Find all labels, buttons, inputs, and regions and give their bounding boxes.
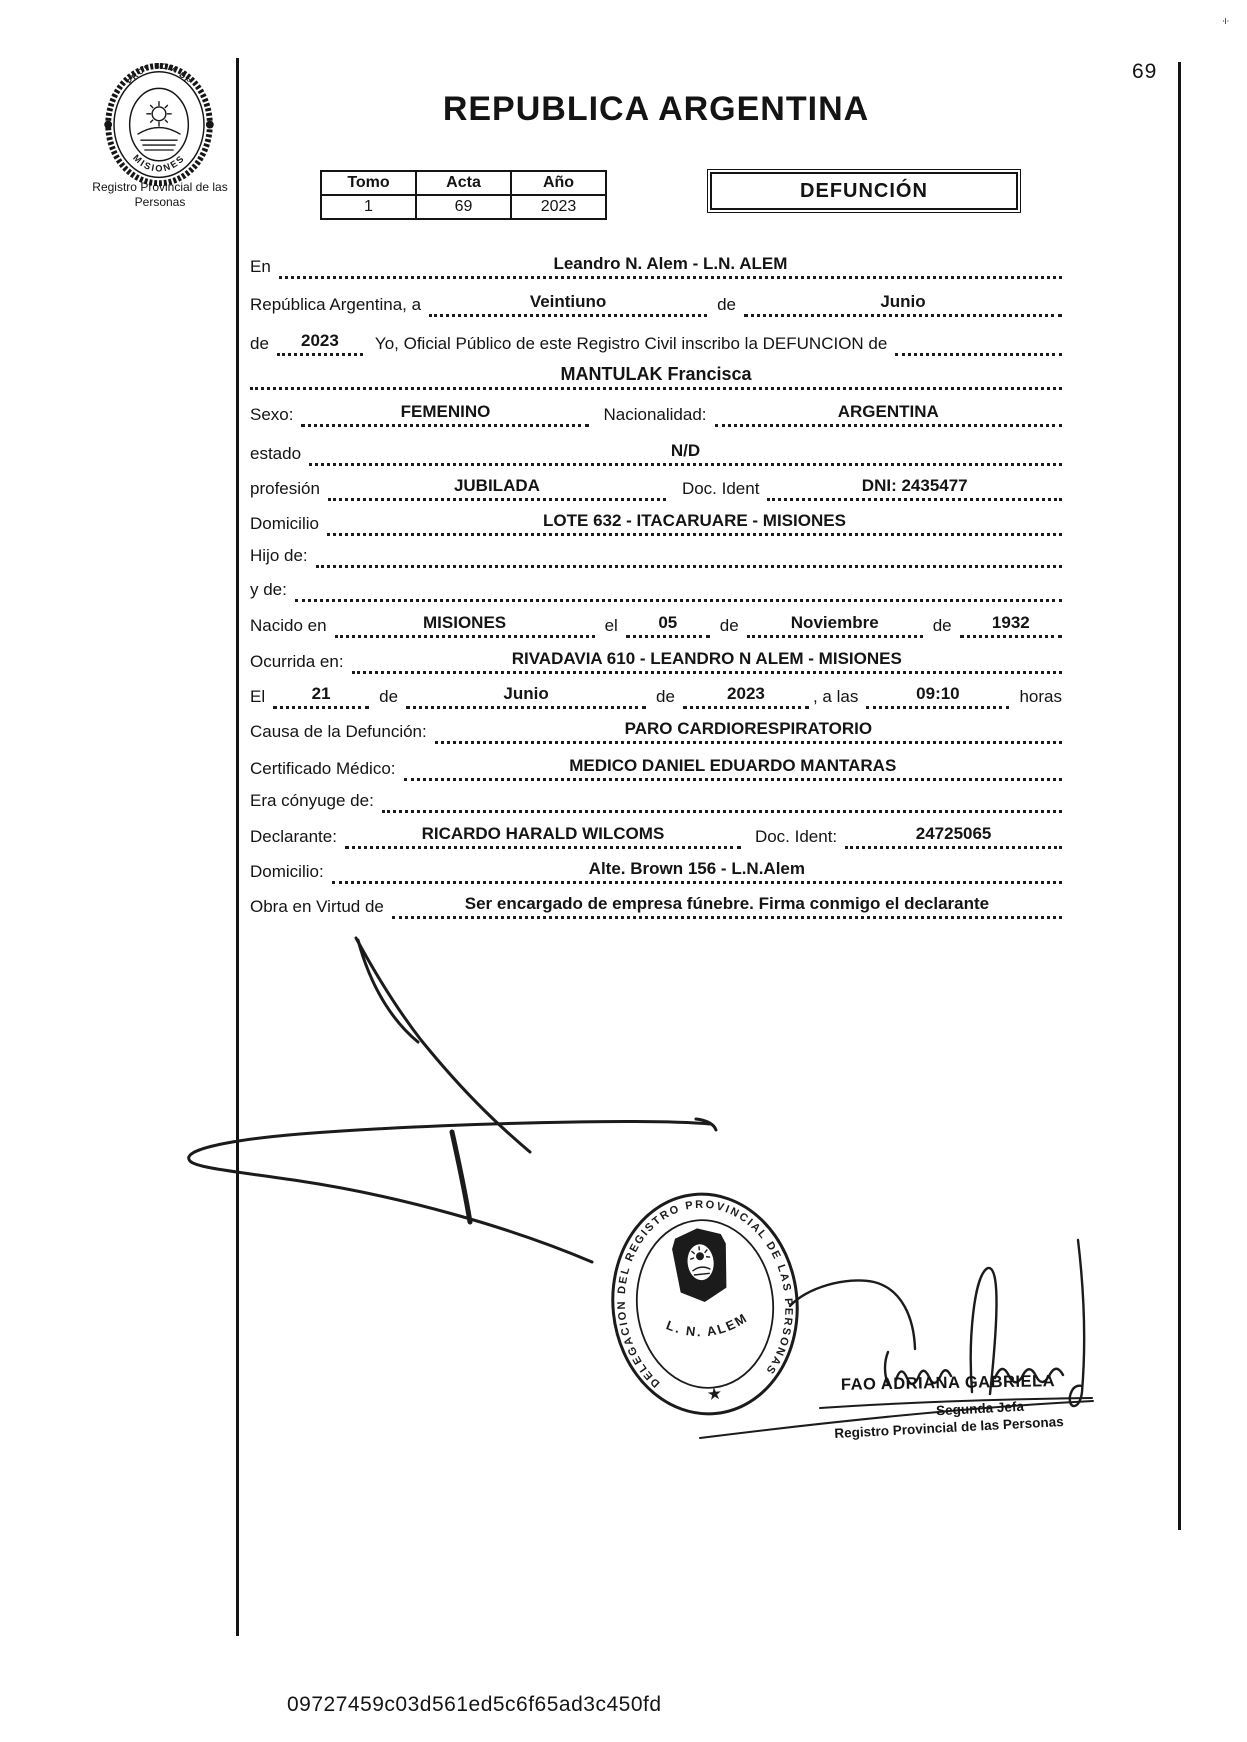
sexo-label: Sexo: — [250, 405, 294, 424]
form-row-hijo — [250, 545, 1062, 568]
birth-year-value: 1932 — [960, 612, 1062, 638]
death-time-value: 09:10 — [866, 683, 1009, 709]
year-value: 2023 — [277, 330, 363, 356]
oficial-text: Yo, Oficial Público de este Registro Civil inscribo la DEFUNCION de — [374, 334, 888, 353]
misiones-seal-icon — [100, 62, 218, 194]
form-row-obra — [250, 893, 1062, 919]
seal-caption: Registro Provincial de las Personas — [92, 180, 228, 209]
declarante-label: Declarante: — [250, 827, 337, 846]
horas-label: horas — [1019, 687, 1062, 706]
declarant-signature — [189, 938, 716, 1262]
causa-value: PARO CARDIORESPIRATORIO — [435, 718, 1062, 744]
sun-rays — [689, 1245, 712, 1275]
obra-label: Obra en Virtud de — [250, 897, 384, 916]
domicilio-label: Domicilio — [250, 514, 319, 533]
hijo-label: Hijo de: — [250, 546, 308, 565]
alas-label: , a las — [812, 687, 859, 706]
el-label: el — [604, 616, 618, 635]
en-label: En — [250, 257, 271, 276]
form-row-yde — [250, 579, 1062, 602]
day-word-value: Veintiuno — [429, 291, 707, 317]
record-table-header-tomo: Tomo — [321, 171, 416, 195]
causa-label: Causa de la Defunción: — [250, 722, 427, 741]
certificado-value: MEDICO DANIEL EDUARDO MANTARAS — [404, 755, 1062, 781]
document-title: REPUBLICA ARGENTINA — [442, 90, 870, 128]
registrar-name: FAO ADRIANA GABRIELA — [840, 1372, 1056, 1394]
form-row-birth — [250, 612, 1062, 638]
registrar-org: Registro Provincial de las Personas — [833, 1414, 1065, 1441]
deceased-name-value: MANTULAK Francisca — [250, 363, 1062, 390]
declarante-value: RICARDO HARALD WILCOMS — [345, 823, 741, 849]
form-row-date-words — [250, 291, 1062, 317]
death-year-value: 2023 — [683, 683, 809, 709]
ocurrida-label: Ocurrida en: — [250, 652, 344, 671]
seal-sun-art — [137, 101, 180, 150]
death-de-label-1: de — [379, 687, 399, 706]
official-oval-stamp — [602, 1185, 808, 1423]
place-value: Leandro N. Alem - L.N. ALEM — [279, 253, 1062, 279]
form-row-certificado — [250, 755, 1062, 781]
registrar-title: Segunda Jefa — [935, 1398, 1025, 1419]
form-row-domicilio2 — [250, 858, 1062, 884]
form-row-sex-nationality — [250, 401, 1062, 427]
svg-text:L. N. ALEM — [663, 1309, 752, 1344]
record-table-header-acta: Acta — [416, 171, 511, 195]
birth-de-label-2: de — [932, 616, 952, 635]
stamp-ring-text: DELEGACION DEL REGISTRO PROVINCIAL DE LAS PERSONAS — [615, 1198, 795, 1390]
declarante-doc-value: 24725065 — [845, 823, 1062, 849]
declarante-doc-label: Doc. Ident: — [754, 827, 838, 846]
domicilio-value: LOTE 632 - ITACARUARE - MISIONES — [327, 510, 1062, 536]
stamp-center-crest — [670, 1226, 731, 1305]
conyuge-label: Era cónyuge de: — [250, 791, 374, 810]
seal-top-text: PROVINCIA DE — [125, 62, 193, 87]
form-row-profesion-doc — [250, 475, 1062, 501]
doc-ident-value: DNI: 2435477 — [767, 475, 1062, 501]
stamp-star-icon: ★ — [705, 1383, 724, 1405]
death-month-value: Junio — [406, 683, 646, 709]
republica-label: República Argentina, a — [250, 295, 422, 314]
svg-text:PROVINCIA DE — [125, 62, 193, 86]
form-row-deceased-name — [250, 363, 1062, 390]
domicilio2-value: Alte. Brown 156 - L.N.Alem — [332, 858, 1062, 884]
record-table-value-tomo: 1 — [321, 195, 416, 219]
yde-value-empty — [295, 598, 1062, 602]
form-row-declarante — [250, 823, 1062, 849]
page-number: 69 — [1132, 60, 1158, 83]
hijo-value-empty — [316, 564, 1062, 568]
form-row-death-date — [250, 683, 1062, 709]
nacido-label: Nacido en — [250, 616, 327, 635]
death-de-label-2: de — [656, 687, 675, 706]
form-row-place — [250, 253, 1062, 279]
form-row-ocurrida — [250, 648, 1062, 674]
estado-value: N/D — [309, 440, 1062, 466]
birth-de-label-1: de — [719, 616, 739, 635]
record-table-header-ano: Año — [511, 171, 606, 195]
de-label-1: de — [717, 295, 736, 314]
document-hash: 09727459c03d561ed5c6f65ad3c450fd — [287, 1693, 662, 1716]
yde-label: y de: — [250, 580, 287, 599]
left-border-line — [236, 58, 239, 1636]
scan-corner-mark: ÷ — [1218, 17, 1233, 25]
doc-ident-label: Doc. Ident — [681, 479, 760, 498]
death-day-value: 21 — [273, 683, 369, 709]
svg-text:DELEGACION DEL REGISTRO PROVIN — [605, 1190, 802, 1393]
domicilio2-label: Domicilio: — [250, 862, 324, 881]
nacionalidad-label: Nacionalidad: — [603, 405, 707, 424]
profesion-value: JUBILADA — [328, 475, 666, 501]
nacionalidad-value: ARGENTINA — [715, 401, 1063, 427]
profesion-label: profesión — [250, 479, 320, 498]
birth-day-value: 05 — [626, 612, 710, 638]
birth-month-value: Noviembre — [747, 612, 923, 638]
record-table-value-row — [321, 195, 606, 219]
seal-bottom-text: MISIONES — [131, 152, 187, 174]
de-label-2: de — [250, 334, 269, 353]
seal-left-knob — [104, 121, 112, 129]
record-table-header-row — [321, 171, 606, 195]
estado-label: estado — [250, 444, 302, 463]
form-row-year-oficial — [250, 330, 1062, 356]
stamp-center-text: L. N. ALEM — [664, 1309, 751, 1340]
obra-value: Ser encargado de empresa fúnebre. Firma conmigo el declarante — [392, 893, 1062, 919]
seal-right-knob — [206, 121, 214, 129]
record-table-value-acta: 69 — [416, 195, 511, 219]
form-row-conyuge — [250, 790, 1062, 813]
right-border-line — [1178, 62, 1181, 1530]
nacido-place-value: MISIONES — [335, 612, 595, 638]
record-table — [320, 170, 607, 220]
trailing-dots — [895, 352, 1062, 356]
certificado-label: Certificado Médico: — [250, 759, 396, 778]
death-el-label: El — [250, 687, 266, 706]
form-row-domicilio — [250, 510, 1062, 536]
record-type-box: DEFUNCIÓN — [710, 172, 1018, 210]
form-row-estado — [250, 440, 1062, 466]
ocurrida-value: RIVADAVIA 610 - LEANDRO N ALEM - MISIONES — [352, 648, 1062, 674]
svg-text:MISIONES — [131, 153, 187, 174]
form-row-causa — [250, 718, 1062, 744]
conyuge-value-empty — [382, 809, 1062, 813]
month-word-value: Junio — [744, 291, 1062, 317]
sexo-value: FEMENINO — [301, 401, 589, 427]
record-table-value-ano: 2023 — [511, 195, 606, 219]
